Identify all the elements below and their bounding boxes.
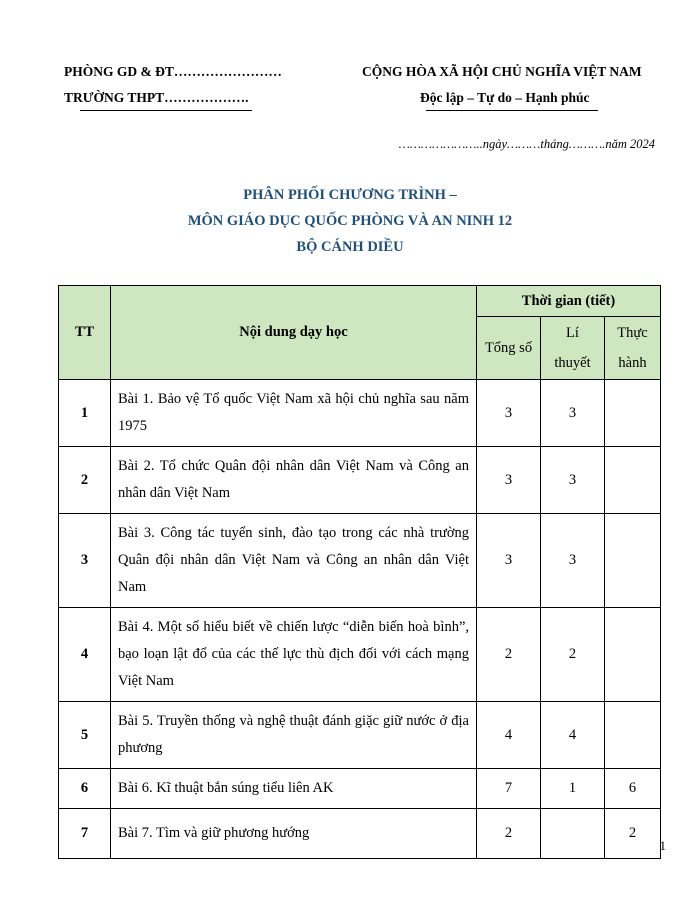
header-practice-line1: Thực	[617, 325, 648, 341]
row-practice	[605, 608, 661, 702]
header-time: Thời gian (tiết)	[477, 286, 661, 317]
header-theory-line2: thuyết	[554, 355, 591, 371]
row-practice: 6	[605, 769, 661, 809]
row-theory: 3	[541, 514, 605, 608]
motto-underline	[426, 110, 598, 111]
row-total: 2	[477, 608, 541, 702]
table-row	[59, 447, 661, 514]
row-tt: 7	[59, 809, 111, 859]
row-tt: 3	[59, 514, 111, 608]
row-theory: 1	[541, 769, 605, 809]
row-practice	[605, 447, 661, 514]
row-total: 7	[477, 769, 541, 809]
row-total: 3	[477, 447, 541, 514]
row-tt: 4	[59, 608, 111, 702]
row-tt: 5	[59, 702, 111, 769]
row-theory	[541, 809, 605, 859]
table-row	[59, 702, 661, 769]
country-name: CỘNG HÒA XÃ HỘI CHỦ NGHĨA VIỆT NAM	[362, 64, 642, 79]
row-content: Bài 5. Truyền thống và nghệ thuật đánh giặc giữ nước ở địa phương	[111, 702, 477, 769]
row-practice	[605, 702, 661, 769]
row-tt: 6	[59, 769, 111, 809]
header-practice-line2: hành	[618, 355, 647, 371]
row-practice: 2	[605, 809, 661, 859]
department-label: PHÒNG GD & ĐT……………………	[64, 64, 282, 79]
row-theory: 3	[541, 380, 605, 447]
row-theory: 2	[541, 608, 605, 702]
row-content: Bài 1. Bảo vệ Tổ quốc Việt Nam xã hội chủ nghĩa sau năm 1975	[111, 380, 477, 447]
table-row	[59, 769, 661, 809]
national-motto: Độc lập – Tự do – Hạnh phúc	[420, 90, 590, 105]
table-row	[59, 809, 661, 859]
header-content: Nội dung dạy học	[111, 286, 477, 380]
row-total: 3	[477, 380, 541, 447]
row-practice	[605, 514, 661, 608]
header-practice	[605, 317, 661, 380]
table-row	[59, 380, 661, 447]
doc-title-line2: MÔN GIÁO DỤC QUỐC PHÒNG VÀ AN NINH 12	[187, 213, 513, 229]
table-row	[59, 608, 661, 702]
row-total: 3	[477, 514, 541, 608]
page-number: 1	[659, 838, 666, 853]
header-theory-line1: Lí	[566, 325, 579, 341]
row-total: 4	[477, 702, 541, 769]
header-tt: TT	[59, 286, 111, 380]
row-content: Bài 2. Tổ chức Quân đội nhân dân Việt Nam và Công an nhân dân Việt Nam	[111, 447, 477, 514]
curriculum-table	[58, 285, 661, 859]
row-content: Bài 3. Công tác tuyển sinh, đào tạo trong các nhà trường Quân đội nhân dân Việt Nam và Công an nhân dân Việt Nam	[111, 514, 477, 608]
row-total: 2	[477, 809, 541, 859]
header-theory	[541, 317, 605, 380]
row-content: Bài 7. Tìm và giữ phương hướng	[111, 809, 477, 859]
row-content: Bài 4. Một số hiểu biết về chiến lược “diễn biến hoà bình”, bạo loạn lật đổ của các thế lực thù địch đối với cách mạng Việt Nam	[111, 608, 477, 702]
doc-title-line1: PHÂN PHỐI CHƯƠNG TRÌNH –	[243, 187, 457, 203]
school-label: TRƯỜNG THPT……………….	[64, 90, 249, 105]
school-underline	[80, 110, 252, 111]
doc-title-line3: BỘ CÁNH DIỀU	[296, 239, 404, 255]
row-tt: 2	[59, 447, 111, 514]
row-practice	[605, 380, 661, 447]
row-theory: 4	[541, 702, 605, 769]
row-theory: 3	[541, 447, 605, 514]
row-content: Bài 6. Kĩ thuật bắn súng tiểu liên AK	[111, 769, 477, 809]
row-tt: 1	[59, 380, 111, 447]
header-total: Tổng số	[477, 317, 541, 380]
table-row	[59, 514, 661, 608]
date-line: …………………..ngày………tháng……….năm 2024	[398, 137, 655, 151]
